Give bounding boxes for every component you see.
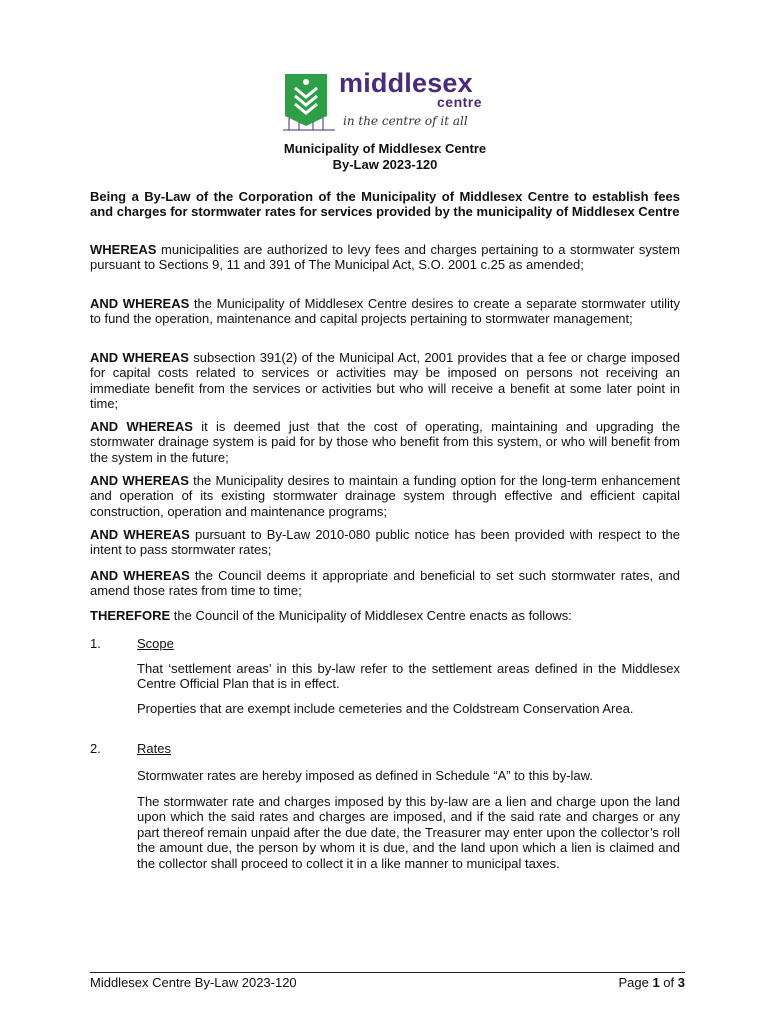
footer-divider [90,972,685,973]
page-label: Page [618,975,653,990]
document-title: Municipality of Middlesex Centre [283,141,487,156]
section-number: 2. [90,741,101,756]
logo-word-middlesex: middlesex [339,68,473,98]
middlesex-centre-logo [283,70,503,132]
clause-text: the Council of the Municipality of Middlesex Centre enacts as follows: [170,608,572,623]
section-paragraph: Properties that are exempt include cemeteries and the Coldstream Conservation Area. [137,701,634,716]
whereas-clause [90,527,680,558]
whereas-clause [90,296,680,327]
clause-keyword: AND WHEREAS [90,419,193,434]
whereas-clause [90,473,680,519]
page-of: of [659,975,678,990]
clause-keyword: AND WHEREAS [90,350,189,365]
clause-text: it is deemed just that the cost of operating, maintaining and upgrading the stormwater drainage system is paid for by those who benefit from this system, or who will benefit from the system in the future; [90,419,680,465]
section-paragraph: Stormwater rates are hereby imposed as defined in Schedule “A” to this by-law. [137,768,593,783]
clause-keyword: AND WHEREAS [90,568,190,583]
footer-document-name: Middlesex Centre By-Law 2023-120 [90,975,297,990]
clause-text: municipalities are authorized to levy fees and charges pertaining to a stormwater system pursuant to Sections 9, 11 and 391 of The Municipal Act, S.O. 2001 c.25 as amended; [90,242,680,273]
therefore-clause [90,608,680,623]
whereas-clause [90,419,680,465]
bylaw-number: By-Law 2023-120 [332,157,438,172]
page-total: 3 [677,975,685,990]
whereas-clause [90,242,680,273]
clause-keyword: AND WHEREAS [90,473,189,488]
section-heading-scope: Scope [137,636,174,651]
clause-keyword: THEREFORE [90,608,171,623]
logo-word-centre: centre [437,94,483,110]
clause-text: the Municipality desires to maintain a funding option for the long-term enhancement and operation of its existing stormwater drainage system through effective and efficient capital construction, operation and maintenance programs; [90,473,680,519]
clause-keyword: AND WHEREAS [90,527,190,542]
section-heading-rates: Rates [137,741,171,756]
clause-text: subsection 391(2) of the Municipal Act, 2001 provides that a fee or charge imposed for capital costs related to services or activities may be imposed on persons not receiving an immediate benefit from the services or activities but who will receive a benefit at some later point in time; [90,350,680,412]
clause-text: pursuant to By-Law 2010-080 public notice has been provided with respect to the intent to pass stormwater rates; [90,527,680,558]
logo-tagline: in the centre of it all [343,114,468,128]
clause-text: the Council deems it appropriate and beneficial to set such stormwater rates, and amend those rates from time to time; [90,568,680,599]
whereas-clause [90,568,680,599]
whereas-clause [90,350,680,412]
footer-page-number [618,975,685,990]
section-paragraph: The stormwater rate and charges imposed by this by-law are a lien and charge upon the land upon which the said rates and charges are imposed, and if the said rate and charges or any part thereof remain unpaid after the due date, the Treasurer may enter upon the collector’s roll the amount due, the person by whom it is due, and the land upon which a lien is claimed and the collector shall proceed to collect it in a like manner to municipal taxes. [137,794,680,871]
logo-emblem-icon [283,70,335,132]
page-current: 1 [652,975,660,990]
section-number: 1. [90,636,101,651]
section-paragraph: That ‘settlement areas’ in this by-law refer to the settlement areas defined in the Middlesex Centre Official Plan that is in effect. [137,661,680,692]
clause-text: the Municipality of Middlesex Centre desires to create a separate stormwater utility to fund the operation, maintenance and capital projects pertaining to stormwater management; [90,296,680,327]
clause-keyword: WHEREAS [90,242,157,257]
clause-keyword: AND WHEREAS [90,296,190,311]
bylaw-lead: Being a By-Law of the Corporation of the Municipality of Middlesex Centre to establish fees and charges for stormwater rates for services provided by the municipality of Middlesex Centre [90,189,680,220]
